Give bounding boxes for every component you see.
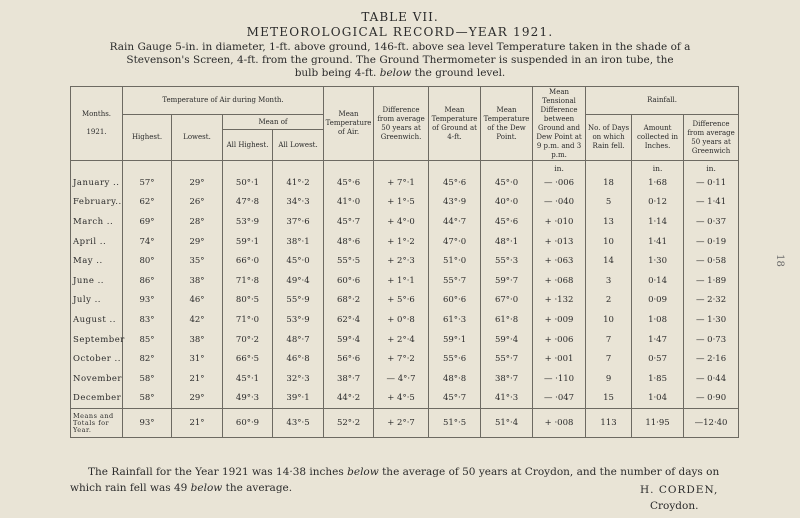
footer-line-2: which rain fell was 49 below the average. — [70, 482, 293, 494]
cell-dew: 55°·3 — [481, 251, 533, 271]
cell-allhigh: 50°·1 — [223, 173, 273, 193]
cell-alllow: 55°·9 — [273, 291, 324, 311]
cell-days: 2 — [586, 291, 632, 311]
cell-amount: 0·57 — [632, 349, 684, 369]
cell-low: 42° — [172, 310, 223, 330]
cell-days: 13 — [586, 212, 632, 232]
cell-mean: 55°·5 — [324, 251, 374, 271]
cell-mean: 59°·4 — [324, 330, 374, 350]
header-months: Months. 1921. — [71, 87, 123, 161]
table-row — [71, 271, 739, 291]
total-diff: + 2°·7 — [374, 409, 429, 438]
cell-low: 21° — [172, 369, 223, 389]
cell-alllow: 48°·7 — [273, 330, 324, 350]
cell-allhigh: 70°·2 — [223, 330, 273, 350]
cell-days: 3 — [586, 271, 632, 291]
cell-tens: — ·110 — [533, 369, 586, 389]
cell-ground: 61°·3 — [429, 310, 481, 330]
cell-month: September — [71, 330, 123, 350]
cell-allhigh: 47°·8 — [223, 193, 273, 213]
cell-alllow: 41°·2 — [273, 173, 324, 193]
cell-rdiff: — 0·90 — [684, 389, 739, 409]
total-label: Means and Totals for Year. — [71, 409, 123, 438]
total-days: 113 — [586, 409, 632, 438]
totals-row — [71, 409, 739, 438]
cell-days: 10 — [586, 232, 632, 252]
unit-rain-diff: in. — [684, 161, 739, 174]
cell-rdiff: — 2·16 — [684, 349, 739, 369]
cell-alllow: 49°·4 — [273, 271, 324, 291]
cell-month: November — [71, 369, 123, 389]
cell-dew: 48°·1 — [481, 232, 533, 252]
cell-rdiff: — 0·19 — [684, 232, 739, 252]
cell-amount: 1·47 — [632, 330, 684, 350]
cell-month: December — [71, 389, 123, 409]
cell-alllow: 45°·0 — [273, 251, 324, 271]
header-all-highest: All Highest. — [223, 130, 273, 161]
cell-days: 7 — [586, 330, 632, 350]
cell-ground: 45°·7 — [429, 389, 481, 409]
table-row — [71, 330, 739, 350]
cell-low: 35° — [172, 251, 223, 271]
cell-allhigh: 66°·0 — [223, 251, 273, 271]
signature: H. CORDEN, — [640, 484, 719, 496]
cell-dew: 41°·3 — [481, 389, 533, 409]
table-title: TABLE VII. — [361, 10, 439, 24]
unit-tensional: in. — [533, 161, 586, 174]
cell-tens: + ·063 — [533, 251, 586, 271]
cell-alllow: 46°·8 — [273, 349, 324, 369]
cell-tens: — ·006 — [533, 173, 586, 193]
total-low: 21° — [172, 409, 223, 438]
cell-rdiff: — 1·89 — [684, 271, 739, 291]
cell-alllow: 53°·9 — [273, 310, 324, 330]
header-lowest: Lowest. — [172, 115, 223, 161]
table-row — [71, 173, 739, 193]
cell-low: 31° — [172, 349, 223, 369]
footer-line-1: The Rainfall for the Year 1921 was 14·38 inches below the average of 50 years at Croydon, and the number of days on — [88, 466, 720, 478]
cell-month: April .. — [71, 232, 123, 252]
total-mean: 52°·2 — [324, 409, 374, 438]
cell-low: 46° — [172, 291, 223, 311]
cell-diff: + 7°·1 — [374, 173, 429, 193]
cell-high: 62° — [123, 193, 172, 213]
cell-dew: 61°·8 — [481, 310, 533, 330]
cell-diff: + 5°·6 — [374, 291, 429, 311]
cell-tens: — ·047 — [533, 389, 586, 409]
cell-month: March .. — [71, 212, 123, 232]
cell-alllow: 38°·1 — [273, 232, 324, 252]
cell-mean: 48°·6 — [324, 232, 374, 252]
cell-tens: + ·006 — [533, 330, 586, 350]
cell-days: 14 — [586, 251, 632, 271]
cell-amount: 1·68 — [632, 173, 684, 193]
cell-allhigh: 66°·5 — [223, 349, 273, 369]
cell-alllow: 39°·1 — [273, 389, 324, 409]
cell-diff: + 1°·2 — [374, 232, 429, 252]
cell-ground: 43°·9 — [429, 193, 481, 213]
cell-tens: + ·001 — [533, 349, 586, 369]
cell-ground: 48°·8 — [429, 369, 481, 389]
total-tens: + ·008 — [533, 409, 586, 438]
cell-ground: 44°·7 — [429, 212, 481, 232]
table-subtitle: METEOROLOGICAL RECORD—YEAR 1921. — [246, 25, 554, 39]
cell-diff: + 2°·4 — [374, 330, 429, 350]
cell-rdiff: — 0·11 — [684, 173, 739, 193]
cell-diff: — 4°·7 — [374, 369, 429, 389]
header-rain-diff: Difference from average 50 years at Greenwich — [684, 115, 739, 161]
cell-rdiff: — 0·37 — [684, 212, 739, 232]
cell-diff: + 0°·8 — [374, 310, 429, 330]
cell-ground: 60°·6 — [429, 291, 481, 311]
cell-allhigh: 59°·1 — [223, 232, 273, 252]
total-high: 93° — [123, 409, 172, 438]
intro-line-1: Rain Gauge 5-in. in diameter, 1-ft. above ground, 146-ft. above sea level Temperature taken in the shade of a — [109, 41, 691, 53]
cell-diff: + 4°·0 — [374, 212, 429, 232]
cell-allhigh: 49°·3 — [223, 389, 273, 409]
cell-diff: + 1°·1 — [374, 271, 429, 291]
total-rdiff: —12·40 — [684, 409, 739, 438]
cell-days: 7 — [586, 349, 632, 369]
cell-mean: 56°·6 — [324, 349, 374, 369]
cell-rdiff: — 0·44 — [684, 369, 739, 389]
cell-amount: 0·14 — [632, 271, 684, 291]
cell-month: February.. — [71, 193, 123, 213]
cell-allhigh: 71°·0 — [223, 310, 273, 330]
header-highest: Highest. — [123, 115, 172, 161]
cell-tens: + ·132 — [533, 291, 586, 311]
cell-mean: 44°·2 — [324, 389, 374, 409]
cell-high: 74° — [123, 232, 172, 252]
cell-diff: + 2°·3 — [374, 251, 429, 271]
cell-month: July .. — [71, 291, 123, 311]
cell-ground: 45°·6 — [429, 173, 481, 193]
header-all-lowest: All Lowest. — [273, 130, 324, 161]
table-row — [71, 212, 739, 232]
cell-tens: — ·040 — [533, 193, 586, 213]
total-alllow: 43°·5 — [273, 409, 324, 438]
cell-diff: + 1°·5 — [374, 193, 429, 213]
intro-line-2: Stevenson's Screen, 4-ft. from the ground. The Ground Thermometer is suspended in an iron tube, the — [126, 54, 674, 66]
cell-mean: 41°·0 — [324, 193, 374, 213]
header-amount: Amount collected in Inches. — [632, 115, 684, 161]
cell-rdiff: — 0·73 — [684, 330, 739, 350]
cell-tens: + ·009 — [533, 310, 586, 330]
cell-days: 5 — [586, 193, 632, 213]
cell-rdiff: — 1·30 — [684, 310, 739, 330]
intro-line-3: bulb being 4-ft. below the ground level. — [294, 67, 506, 79]
cell-allhigh: 53°·9 — [223, 212, 273, 232]
cell-amount: 1·14 — [632, 212, 684, 232]
cell-allhigh: 71°·8 — [223, 271, 273, 291]
cell-ground: 51°·0 — [429, 251, 481, 271]
cell-high: 85° — [123, 330, 172, 350]
cell-mean: 45°·6 — [324, 173, 374, 193]
cell-dew: 55°·7 — [481, 349, 533, 369]
table-row — [71, 291, 739, 311]
cell-dew: 45°·6 — [481, 212, 533, 232]
cell-month: October .. — [71, 349, 123, 369]
cell-rdiff: — 2·32 — [684, 291, 739, 311]
cell-amount: 0·09 — [632, 291, 684, 311]
cell-rdiff: — 0·58 — [684, 251, 739, 271]
cell-amount: 1·85 — [632, 369, 684, 389]
cell-ground: 55°·7 — [429, 271, 481, 291]
cell-allhigh: 80°·5 — [223, 291, 273, 311]
header-tensional: Mean Tensional Difference between Ground and Dew Point at 9 p.m. and 3 p.m. — [533, 87, 586, 161]
total-dew: 51°·4 — [481, 409, 533, 438]
cell-dew: 38°·7 — [481, 369, 533, 389]
cell-tens: + ·013 — [533, 232, 586, 252]
cell-high: 83° — [123, 310, 172, 330]
cell-mean: 68°·2 — [324, 291, 374, 311]
cell-days: 18 — [586, 173, 632, 193]
cell-high: 69° — [123, 212, 172, 232]
cell-month: June .. — [71, 271, 123, 291]
cell-low: 26° — [172, 193, 223, 213]
total-amount: 11·95 — [632, 409, 684, 438]
cell-amount: 1·41 — [632, 232, 684, 252]
cell-alllow: 32°·3 — [273, 369, 324, 389]
table-row — [71, 310, 739, 330]
header-mean-temp-air: Mean Temperature of Air. — [324, 87, 374, 161]
cell-low: 29° — [172, 389, 223, 409]
cell-low: 29° — [172, 232, 223, 252]
cell-dew: 59°·7 — [481, 271, 533, 291]
cell-high: 58° — [123, 389, 172, 409]
cell-tens: + ·010 — [533, 212, 586, 232]
page-number: 18 — [773, 254, 785, 267]
cell-dew: 40°·0 — [481, 193, 533, 213]
table-row — [71, 389, 739, 409]
signature-place: Croydon. — [650, 500, 699, 512]
cell-low: 28° — [172, 212, 223, 232]
table-row — [71, 369, 739, 389]
cell-amount: 1·08 — [632, 310, 684, 330]
cell-dew: 45°·0 — [481, 173, 533, 193]
cell-days: 15 — [586, 389, 632, 409]
cell-ground: 55°·6 — [429, 349, 481, 369]
table-row — [71, 193, 739, 213]
header-mean-of: Mean of — [223, 115, 324, 130]
unit-amount: in. — [632, 161, 684, 174]
cell-mean: 60°·6 — [324, 271, 374, 291]
cell-high: 58° — [123, 369, 172, 389]
cell-high: 80° — [123, 251, 172, 271]
cell-low: 38° — [172, 271, 223, 291]
cell-month: January .. — [71, 173, 123, 193]
cell-days: 10 — [586, 310, 632, 330]
cell-diff: + 4°·5 — [374, 389, 429, 409]
cell-dew: 67°·0 — [481, 291, 533, 311]
header-temp-group: Temperature of Air during Month. — [123, 87, 324, 115]
header-difference: Difference from average 50 years at Greenwich. — [374, 87, 429, 161]
cell-diff: + 7°·2 — [374, 349, 429, 369]
cell-tens: + ·068 — [533, 271, 586, 291]
cell-rdiff: — 1·41 — [684, 193, 739, 213]
cell-ground: 47°·0 — [429, 232, 481, 252]
cell-month: August .. — [71, 310, 123, 330]
cell-amount: 0·12 — [632, 193, 684, 213]
total-ground: 51°·5 — [429, 409, 481, 438]
cell-high: 93° — [123, 291, 172, 311]
header-days: No. of Days on which Rain fell. — [586, 115, 632, 161]
cell-allhigh: 45°·1 — [223, 369, 273, 389]
cell-month: May .. — [71, 251, 123, 271]
cell-mean: 38°·7 — [324, 369, 374, 389]
cell-dew: 59°·4 — [481, 330, 533, 350]
meteorological-table — [70, 86, 739, 438]
units-row — [71, 161, 739, 174]
header-mean-dew: Mean Temperature of the Dew Point. — [481, 87, 533, 161]
cell-days: 9 — [586, 369, 632, 389]
cell-alllow: 37°·6 — [273, 212, 324, 232]
cell-amount: 1·30 — [632, 251, 684, 271]
cell-amount: 1·04 — [632, 389, 684, 409]
cell-high: 86° — [123, 271, 172, 291]
table-row — [71, 251, 739, 271]
cell-ground: 59°·1 — [429, 330, 481, 350]
header-mean-ground: Mean Temperature of Ground at 4-ft. — [429, 87, 481, 161]
cell-mean: 45°·7 — [324, 212, 374, 232]
cell-alllow: 34°·3 — [273, 193, 324, 213]
header-rainfall: Rainfall. — [586, 87, 739, 115]
table-row — [71, 349, 739, 369]
cell-mean: 62°·4 — [324, 310, 374, 330]
cell-low: 29° — [172, 173, 223, 193]
cell-low: 38° — [172, 330, 223, 350]
total-allhigh: 60°·9 — [223, 409, 273, 438]
cell-high: 82° — [123, 349, 172, 369]
cell-high: 57° — [123, 173, 172, 193]
table-row — [71, 232, 739, 252]
